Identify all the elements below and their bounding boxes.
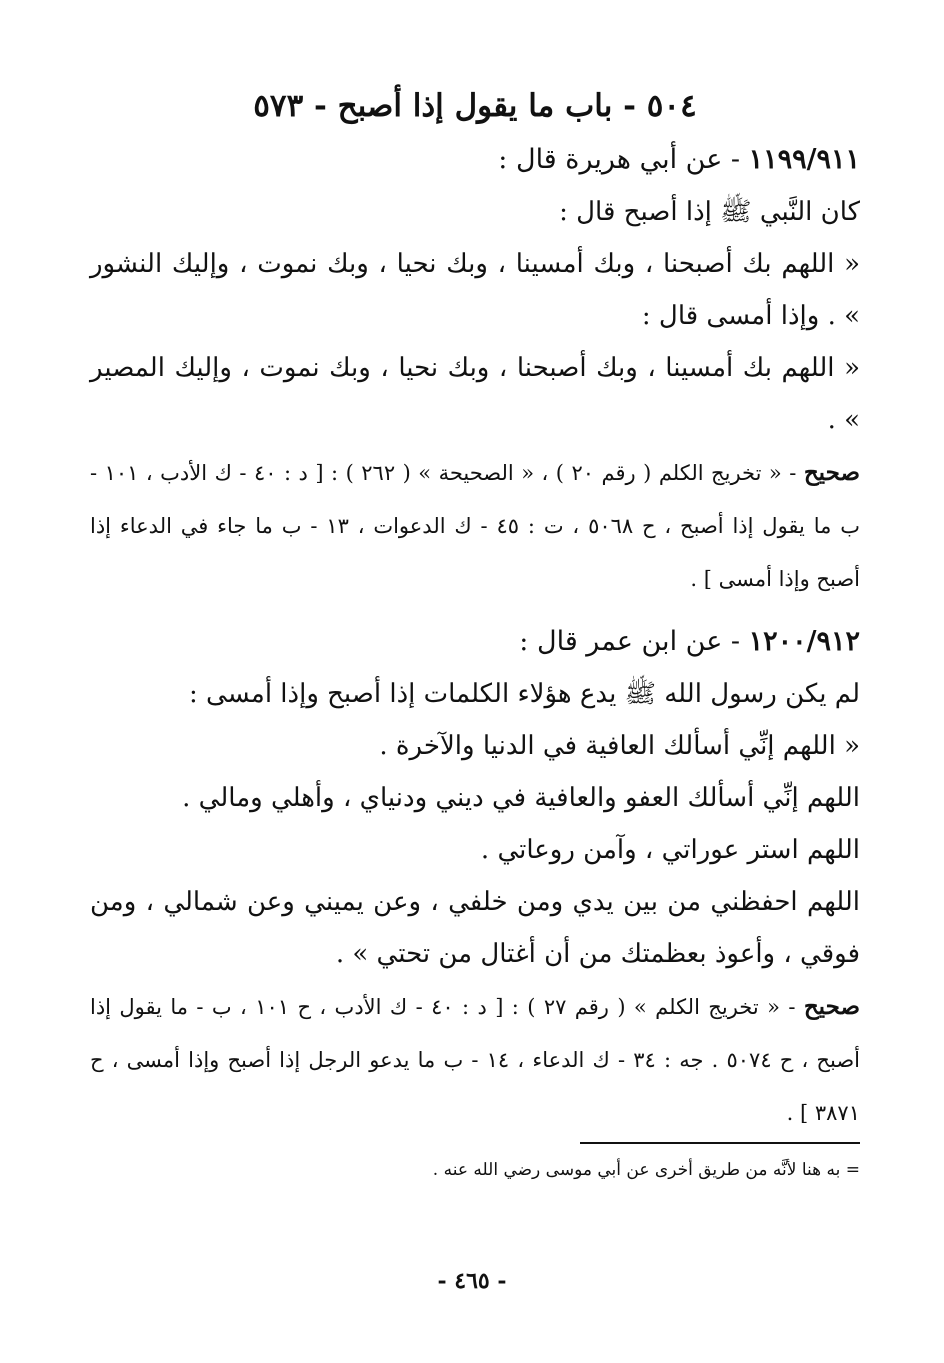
hadith-grade: صحيح xyxy=(803,459,860,486)
hadith-text-line: كان النَّبي ﷺ إذا أصبح قال : xyxy=(559,197,860,227)
hadith-text-line: اللهم إنِّي أسألك العفو والعافية في ديني ودنياي ، وأهلي ومالي . xyxy=(182,783,860,813)
page-body xyxy=(90,80,860,1184)
hadith-text-line: اللهم احفظني من بين يدي ومن خلفي ، وعن يميني وعن شمالي ، ومن فوقي ، وأعوذ بعظمتك من أن أغتال من تحتي » . xyxy=(90,887,860,969)
hadith-text-line: اللهم استر عوراتي ، وآمن روعاتي . xyxy=(480,835,860,865)
hadith-narrator: - عن ابن عمر قال : xyxy=(519,626,749,657)
takhrij-text: - « تخريج الكلم ( رقم ٢٠ ) ، « الصحيحة » ( ٢٦٢ ) : [ د : ٤٠ - ك الأدب ، ١٠١ - ب ما يقول إذا أصبح ، ح ٥٠٦٨ ، ت : ٤٥ - ك الدعوات ، ١٣ - ب ما جاء في الدعاء إذا أصبح وإذا أمسى ] . xyxy=(90,461,860,591)
hadith-header xyxy=(90,134,860,186)
hadith-header xyxy=(90,616,860,668)
hadith-takhrij xyxy=(90,446,860,606)
takhrij-text: - « تخريج الكلم » ( رقم ٢٧ ) : [ د : ٤٠ - ك الأدب ، ح ١٠١ ، ب - ما يقول إذا أصبح ، ح ٥٠٧٤ . جه : ٣٤ - ك الدعاء ، ١٤ - ب ما يدعو الرجل إذا أصبح وإذا أمسى ، ح ٣٨٧١ ] . xyxy=(90,995,860,1125)
hadith-number: ١٢٠٠/٩١٢ xyxy=(748,626,860,657)
hadith-grade: صحيح xyxy=(803,993,860,1020)
page-number: - ٤٦٥ - xyxy=(437,1268,507,1294)
hadith-text-line: لم يكن رسول الله ﷺ يدع هؤلاء الكلمات إذا أصبح وإذا أمسى : xyxy=(189,679,860,709)
hadith-narrator: - عن أبي هريرة قال : xyxy=(498,144,749,175)
hadith-text-line: « اللهم بك أصبحنا ، وبك أمسينا ، وبك نحيا ، وبك نموت ، وإليك النشور » . وإذا أمسى قال : xyxy=(90,249,860,331)
hadith-911 xyxy=(90,134,860,606)
footnote-divider xyxy=(580,1142,860,1144)
hadith-text-line: « اللهم بك أمسينا ، وبك أصبحنا ، وبك نحيا ، وبك نموت ، وإليك المصير » . xyxy=(90,353,860,435)
hadith-912 xyxy=(90,616,860,1140)
footnote: = به هنا لأنَّه من طريق أخرى عن أبي موسى رضي الله عنه . xyxy=(432,1160,860,1180)
hadith-text-line: « اللهم إنِّي أسألك العافية في الدنيا والآخرة . xyxy=(379,731,860,761)
chapter-title: ٥٠٤ - باب ما يقول إذا أصبح - ٥٧٣ xyxy=(253,88,697,124)
hadith-number: ١١٩٩/٩١١ xyxy=(748,144,860,175)
hadith-takhrij xyxy=(90,980,860,1140)
